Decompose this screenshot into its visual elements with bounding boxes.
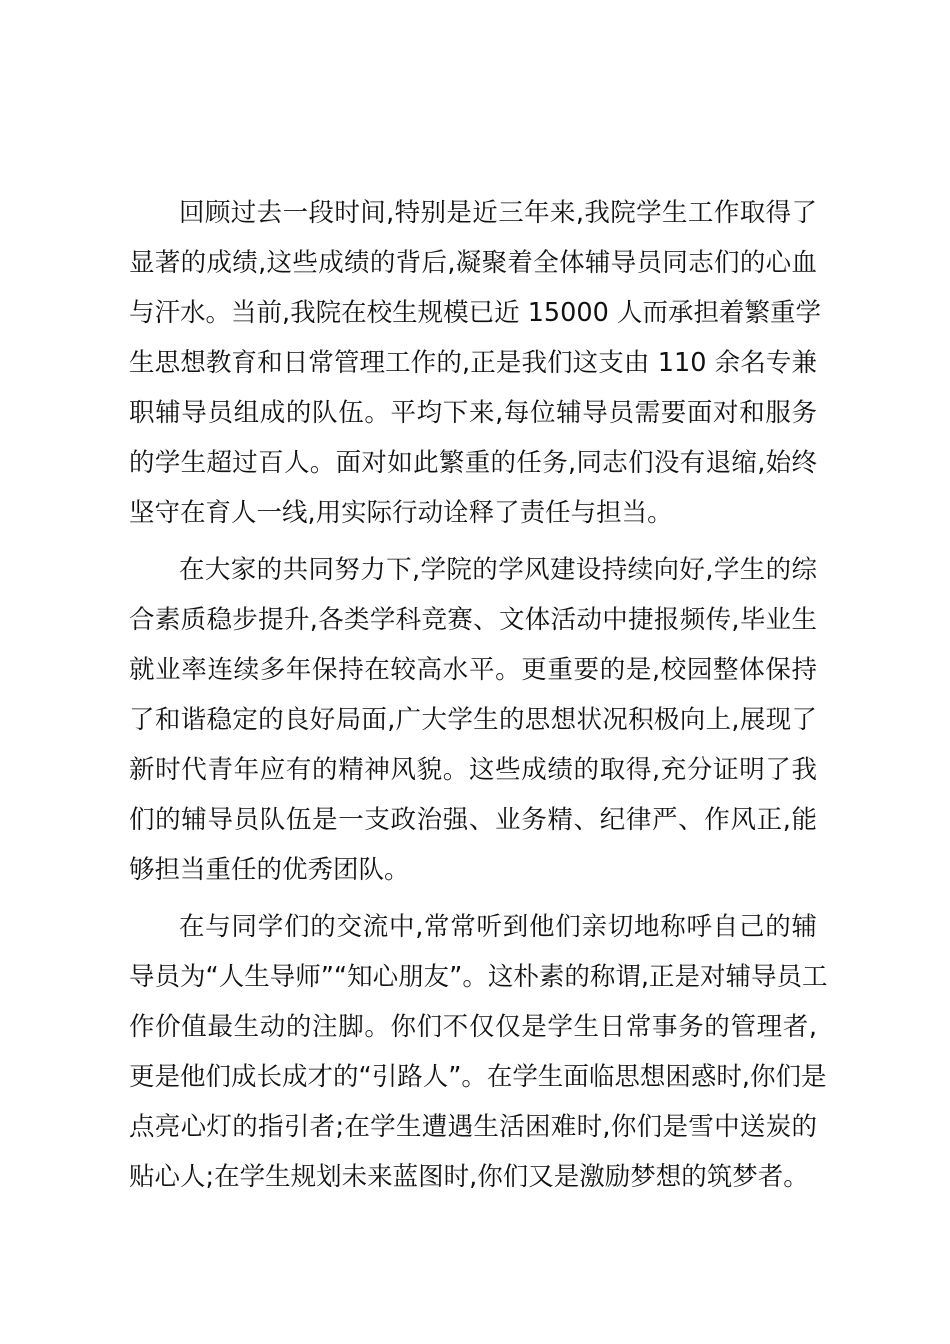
text-line: 回顾过去一段时间,特别是近三年来,我院学生工作取得了 <box>179 198 817 228</box>
text-line: 更是他们成长成才的“引路人”。在学生面临思想困惑时,你们是 <box>129 1062 827 1092</box>
text-line: 贴心人;在学生规划未来蓝图时,你们又是激励梦想的筑梦者。 <box>129 1162 809 1192</box>
text-line: 点亮心灯的指引者;在学生遭遇生活困难时,你们是雪中送炭的 <box>129 1112 817 1142</box>
text-line: 就业率连续多年保持在较高水平。更重要的是,校园整体保持 <box>129 655 817 685</box>
text-line: 在与同学们的交流中,常常听到他们亲切地称呼自己的辅 <box>179 912 817 942</box>
text-line: 导员为“人生导师”“知心朋友”。这朴素的称谓,正是对辅导员工 <box>129 962 828 992</box>
paragraph <box>129 545 817 895</box>
document-page <box>129 188 828 1209</box>
text-line: 了和谐稳定的良好局面,广大学生的思想状况积极向上,展现了 <box>129 705 817 735</box>
text-line: 生思想教育和日常管理工作的,正是我们这支由 110 余名专兼 <box>129 348 817 378</box>
paragraph <box>129 902 828 1202</box>
text-line: 合素质稳步提升,各类学科竞赛、文体活动中捷报频传,毕业生 <box>129 605 817 635</box>
text-line: 新时代青年应有的精神风貌。这些成绩的取得,充分证明了我 <box>129 755 817 785</box>
text-line: 职辅导员组成的队伍。平均下来,每位辅导员需要面对和服务 <box>129 398 817 428</box>
text-line: 的学生超过百人。面对如此繁重的任务,同志们没有退缩,始终 <box>129 448 817 478</box>
paragraph <box>129 188 821 538</box>
text-line: 与汗水。当前,我院在校生规模已近 15000 人而承担着繁重学 <box>129 298 821 328</box>
text-line: 坚守在育人一线,用实际行动诠释了责任与担当。 <box>129 498 673 528</box>
text-line: 作价值最生动的注脚。你们不仅仅是学生日常事务的管理者, <box>129 1012 817 1042</box>
text-line: 显著的成绩,这些成绩的背后,凝聚着全体辅导员同志们的心血 <box>129 248 817 278</box>
text-line: 们的辅导员队伍是一支政治强、业务精、纪律严、作风正,能 <box>129 805 817 835</box>
text-line: 在大家的共同努力下,学院的学风建设持续向好,学生的综 <box>179 555 817 585</box>
text-line: 够担当重任的优秀团队。 <box>129 855 410 885</box>
